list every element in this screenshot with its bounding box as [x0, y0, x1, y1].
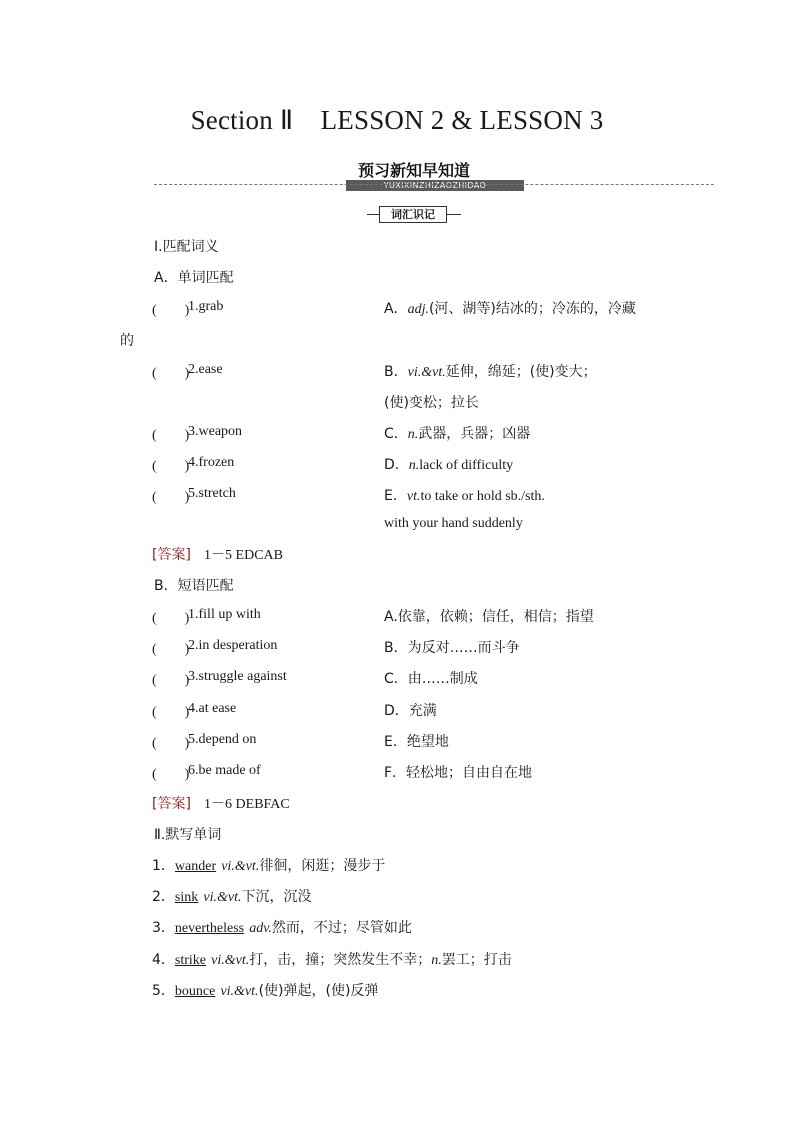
dictation-answer: sink — [174, 890, 199, 905]
option-d: D．n.lack of difficulty — [384, 457, 514, 473]
option-a-wrap: 的 — [120, 333, 134, 349]
answer-blank: ( ) — [152, 705, 190, 720]
answer-blank: ( ) — [152, 736, 190, 751]
answer-value: 1－5 EDCAB — [204, 548, 283, 563]
dictation-item: 1．wander vi.&vt.徘徊，闲逛；漫步于 — [152, 858, 386, 874]
dictation-item: 2．sink vi.&vt.下沉，沉没 — [152, 889, 312, 905]
answer-blank: ( ) — [152, 303, 190, 318]
phrase-item: 6.be made of — [188, 763, 261, 778]
word-item: 1.grab — [188, 299, 224, 314]
option-a: A．adj.(河、湖等)结冰的；冷冻的，冷藏 — [384, 301, 636, 317]
phrase-item: 3.struggle against — [188, 669, 287, 684]
phrase-item: 5.depend on — [188, 732, 257, 747]
phrase-item: 4.at ease — [188, 701, 237, 716]
word-item: 4.frozen — [188, 455, 235, 470]
phrase-option: F．轻松地；自由自在地 — [384, 765, 533, 781]
answer-blank: ( ) — [152, 767, 190, 782]
option-b-wrap: (使)变松；拉长 — [384, 395, 479, 411]
option-e: E．vt.to take or hold sb./sth. — [384, 488, 545, 504]
option-b: B．vi.&vt.延伸，绵延；(使)变大； — [384, 364, 597, 380]
phrase-item: 1.fill up with — [188, 607, 261, 622]
answer-label: [答案] — [152, 796, 191, 812]
dictation-answer: bounce — [174, 984, 216, 999]
answer-blank: ( ) — [152, 673, 190, 688]
answer-blank: ( ) — [152, 428, 190, 443]
option-c: C．n.武器，兵器；凶器 — [384, 426, 531, 442]
dictation-item: 4．strike vi.&vt.打，击，撞；突然发生不幸；n.罢工；打击 — [152, 952, 512, 968]
part2-heading: Ⅱ.默写单词 — [154, 827, 222, 843]
sectionA-heading: A．单词匹配 — [154, 270, 234, 286]
dashed-divider — [154, 184, 714, 185]
answer-blank: ( ) — [152, 642, 190, 657]
banner-pinyin: YUXIXINZHIZAOZHIDAO — [346, 180, 524, 191]
answer-blank: ( ) — [152, 459, 190, 474]
dictation-item: 3．nevertheless adv.然而，不过；尽管如此 — [152, 920, 412, 936]
dictation-answer: wander — [174, 859, 217, 874]
answer-key-b — [152, 793, 290, 813]
dictation-answer: nevertheless — [174, 921, 245, 936]
dictation-item: 5．bounce vi.&vt.(使)弹起，(使)反弹 — [152, 983, 379, 999]
word-item: 3.weapon — [188, 424, 243, 439]
sectionB-heading: B．短语匹配 — [154, 578, 234, 594]
answer-label: [答案] — [152, 547, 191, 563]
answer-blank: ( ) — [152, 611, 190, 626]
phrase-item: 2.in desperation — [188, 638, 278, 653]
vocab-tag — [367, 206, 457, 222]
option-e-wrap: with your hand suddenly — [384, 516, 523, 531]
phrase-option: A.依靠，依赖；信任，相信；指望 — [384, 609, 594, 625]
dictation-answer: strike — [174, 953, 207, 968]
phrase-option: E．绝望地 — [384, 734, 449, 750]
answer-blank: ( ) — [152, 490, 190, 505]
page-title: Section Ⅱ LESSON 2 & LESSON 3 — [190, 105, 604, 135]
phrase-option: D．充满 — [384, 703, 437, 719]
word-item: 5.stretch — [188, 486, 236, 501]
answer-value: 1－6 DEBFAC — [204, 797, 290, 812]
phrase-option: B．为反对……而斗争 — [384, 640, 520, 656]
answer-key-a — [152, 544, 283, 564]
banner-preview-label: 预习 — [358, 161, 391, 180]
part1-heading: Ⅰ.匹配词义 — [154, 239, 219, 255]
answer-blank: ( ) — [152, 366, 190, 381]
banner-subtitle: 新知早知道 — [390, 161, 471, 180]
vocab-tag-label: 词汇识记 — [379, 206, 447, 223]
word-item: 2.ease — [188, 362, 223, 377]
phrase-option: C．由……制成 — [384, 671, 478, 687]
tag-right-line — [447, 214, 461, 215]
section-banner — [358, 158, 487, 190]
